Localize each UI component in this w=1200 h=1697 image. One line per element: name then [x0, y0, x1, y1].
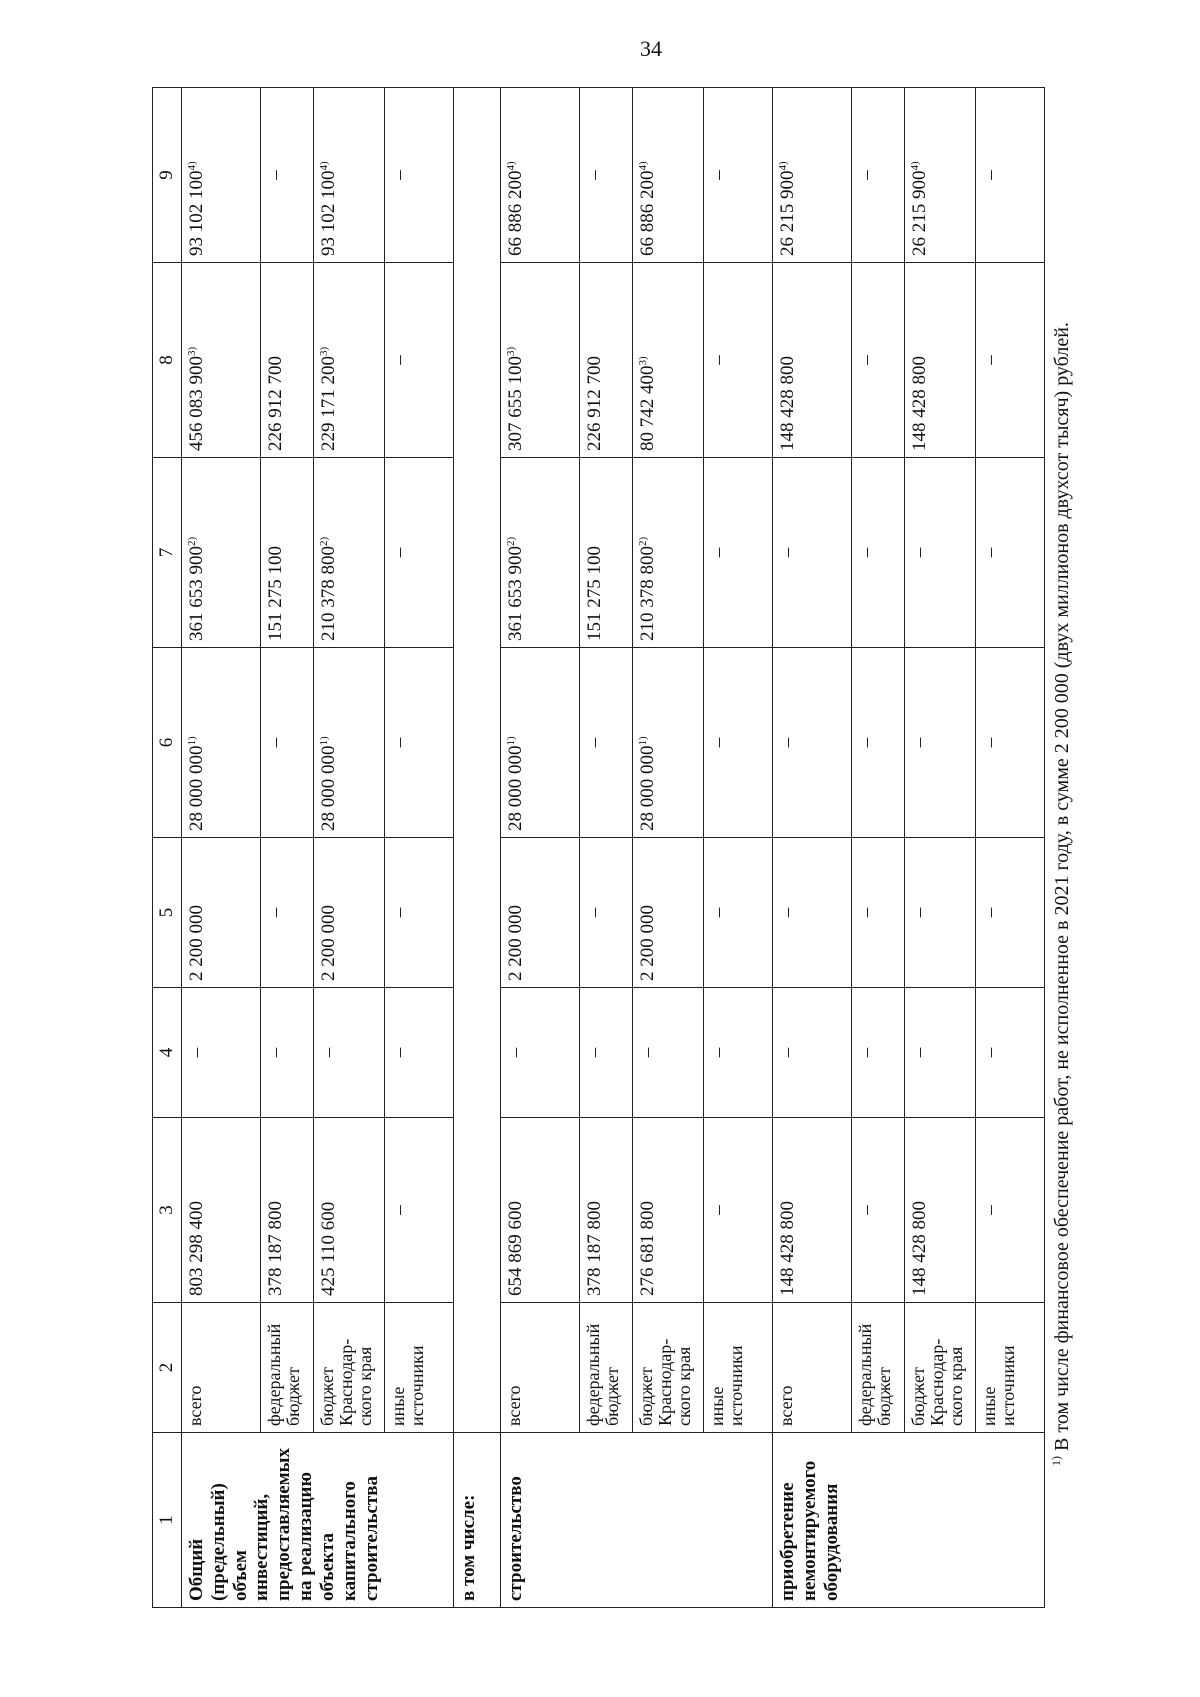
dash-cell: –: [384, 263, 453, 458]
value-text: 28 000 000: [636, 745, 658, 831]
construction-item-label: строительство: [500, 1433, 772, 1608]
dash-cell: –: [851, 263, 904, 458]
funding-source: федеральный бюджет: [579, 1303, 632, 1433]
dash-cell: –: [384, 1118, 453, 1303]
table-body: [153, 88, 1045, 1608]
funding-source: бюджет Краснодар-ского края: [904, 1303, 975, 1433]
column-header: 9: [153, 88, 182, 263]
dash-cell: –: [500, 988, 579, 1118]
footnote-ref: 3): [504, 346, 517, 356]
footnote-ref: 2): [185, 536, 198, 546]
value-text: 80 742 400: [636, 365, 658, 451]
value-text: 28 000 000: [185, 745, 207, 831]
value-text: 2 200 000: [317, 905, 339, 981]
table-row: [313, 88, 384, 1608]
funding-source: федеральный бюджет: [260, 1303, 313, 1433]
value-text: 148 428 800: [776, 356, 798, 451]
value-text: 26 215 900: [908, 170, 930, 256]
value-cell: [313, 648, 384, 838]
dash-cell: –: [772, 838, 851, 988]
footnote: [1049, 88, 1075, 1608]
footnote-ref: 4): [185, 161, 198, 171]
dash-cell: –: [384, 458, 453, 648]
footnote-ref: 2): [636, 536, 649, 546]
column-header: 4: [153, 988, 182, 1118]
funding-source: иные источники: [384, 1303, 453, 1433]
value-text: 378 187 800: [583, 1201, 605, 1296]
value-cell: [632, 458, 703, 648]
table-row: [384, 88, 453, 1608]
value-cell: [313, 88, 384, 263]
value-cell: [772, 1118, 851, 1303]
total-item-label: Общий (предельный) объем инвестиций, предоставляемых на реализацию объекта капитального строительства: [181, 1433, 453, 1608]
column-header: 1: [153, 1433, 182, 1608]
footnote-ref: 2): [317, 536, 330, 546]
value-cell: [181, 458, 260, 648]
value-text: 361 653 900: [185, 546, 207, 641]
table-row: [579, 88, 632, 1608]
dash-cell: –: [384, 88, 453, 263]
value-cell: [313, 838, 384, 988]
dash-cell: –: [975, 458, 1044, 648]
value-cell: [500, 263, 579, 458]
dash-cell: –: [703, 88, 772, 263]
value-text: 2 200 000: [185, 905, 207, 981]
dash-cell: –: [703, 1118, 772, 1303]
column-header: 5: [153, 838, 182, 988]
funding-source: всего: [500, 1303, 579, 1433]
page-number: 34: [640, 36, 662, 61]
funding-source: всего: [181, 1303, 260, 1433]
dash-cell: –: [975, 88, 1044, 263]
dash-cell: –: [851, 648, 904, 838]
value-cell: [260, 263, 313, 458]
value-text: 361 653 900: [504, 546, 526, 641]
table-row: [904, 88, 975, 1608]
value-cell: [632, 1118, 703, 1303]
value-text: 148 428 800: [776, 1201, 798, 1296]
investment-table: [152, 87, 1045, 1608]
value-cell: [181, 88, 260, 263]
footnote-ref: 1): [504, 736, 517, 746]
footnote-ref: 4): [504, 161, 517, 171]
dash-cell: –: [851, 458, 904, 648]
footnote-ref: 1): [317, 736, 330, 746]
including-label: в том числе:: [453, 1433, 500, 1608]
value-cell: [904, 88, 975, 263]
column-header: 2: [153, 1303, 182, 1433]
column-header: 3: [153, 1118, 182, 1303]
dash-cell: –: [904, 458, 975, 648]
funding-source: бюджет Краснодар-ского края: [313, 1303, 384, 1433]
value-text: 93 102 100: [185, 170, 207, 256]
value-text: 66 886 200: [504, 170, 526, 256]
value-cell: [904, 1118, 975, 1303]
value-cell: [313, 458, 384, 648]
dash-cell: –: [703, 988, 772, 1118]
value-cell: [904, 263, 975, 458]
dash-cell: –: [632, 988, 703, 1118]
dash-cell: –: [260, 648, 313, 838]
value-cell: [632, 838, 703, 988]
dash-cell: –: [975, 263, 1044, 458]
value-text: 28 000 000: [504, 745, 526, 831]
value-text: 307 655 100: [504, 356, 526, 451]
value-cell: [579, 263, 632, 458]
funding-source: иные источники: [703, 1303, 772, 1433]
value-text: 26 215 900: [776, 170, 798, 256]
dash-cell: –: [384, 988, 453, 1118]
value-text: 226 912 700: [583, 356, 605, 451]
dash-cell: –: [579, 648, 632, 838]
column-header: 8: [153, 263, 182, 458]
column-header: 7: [153, 458, 182, 648]
footnote-marker: 1): [1048, 1456, 1063, 1466]
table-row: [500, 88, 579, 1608]
value-text: 151 275 100: [583, 546, 605, 641]
funding-source: бюджет Краснодар-ского края: [632, 1303, 703, 1433]
value-text: 654 869 600: [504, 1201, 526, 1296]
dash-cell: –: [904, 648, 975, 838]
table-row: [181, 88, 260, 1608]
value-text: 456 083 900: [185, 356, 207, 451]
dash-cell: –: [579, 838, 632, 988]
value-cell: [500, 88, 579, 263]
footnote-text: В том числе финансовое обеспечение работ, не исполненное в 2021 году, в сумме 2 200 000 (двух миллионов двухсот тысяч) рублей.: [1050, 322, 1073, 1451]
dash-cell: –: [579, 88, 632, 263]
dash-cell: –: [904, 988, 975, 1118]
funding-source: иные источники: [975, 1303, 1044, 1433]
dash-cell: –: [260, 88, 313, 263]
value-cell: [500, 838, 579, 988]
dash-cell: –: [975, 838, 1044, 988]
value-text: 93 102 100: [317, 170, 339, 256]
value-cell: [181, 648, 260, 838]
footnote-ref: 4): [776, 161, 789, 171]
rotated-table-page: [152, 88, 1112, 1608]
value-text: 803 298 400: [185, 1201, 207, 1296]
column-header: 6: [153, 648, 182, 838]
footnote-ref: 4): [908, 161, 921, 171]
value-text: 2 200 000: [636, 905, 658, 981]
dash-cell: –: [703, 263, 772, 458]
value-text: 425 110 600: [317, 1201, 339, 1296]
dash-cell: –: [703, 838, 772, 988]
value-cell: [500, 648, 579, 838]
table-row: [772, 88, 851, 1608]
funding-source: всего: [772, 1303, 851, 1433]
value-cell: [579, 1118, 632, 1303]
value-text: 151 275 100: [264, 546, 286, 641]
dash-cell: –: [975, 648, 1044, 838]
value-text: 210 378 800: [636, 546, 658, 641]
dash-cell: –: [313, 988, 384, 1118]
value-cell: [632, 263, 703, 458]
value-text: 378 187 800: [264, 1201, 286, 1296]
value-text: 2 200 000: [504, 905, 526, 981]
value-text: 148 428 800: [908, 356, 930, 451]
value-cell: [632, 648, 703, 838]
value-cell: [260, 1118, 313, 1303]
empty-cell: [453, 88, 500, 1433]
dash-cell: –: [181, 988, 260, 1118]
column-number-row: [153, 88, 182, 1608]
footnote-ref: 1): [636, 736, 649, 746]
value-cell: [313, 263, 384, 458]
value-cell: [181, 1118, 260, 1303]
value-text: 148 428 800: [908, 1201, 930, 1296]
value-text: 229 171 200: [317, 356, 339, 451]
value-cell: [632, 88, 703, 263]
value-text: 226 912 700: [264, 356, 286, 451]
dash-cell: –: [772, 988, 851, 1118]
table-row: [260, 88, 313, 1608]
dash-cell: –: [851, 1118, 904, 1303]
dash-cell: –: [772, 458, 851, 648]
footnote-ref: 3): [185, 346, 198, 356]
value-text: 276 681 800: [636, 1201, 658, 1296]
dash-cell: –: [975, 988, 1044, 1118]
dash-cell: –: [384, 648, 453, 838]
funding-source: федеральный бюджет: [851, 1303, 904, 1433]
equipment-item-label: приобретение немонтируемого оборудования: [772, 1433, 1044, 1608]
footnote-ref: 2): [504, 536, 517, 546]
footnote-ref: 4): [317, 161, 330, 171]
dash-cell: –: [260, 988, 313, 1118]
dash-cell: –: [975, 1118, 1044, 1303]
value-cell: [500, 1118, 579, 1303]
value-text: 66 886 200: [636, 170, 658, 256]
table-row: [851, 88, 904, 1608]
table-row: [703, 88, 772, 1608]
dash-cell: –: [703, 648, 772, 838]
dash-cell: –: [579, 988, 632, 1118]
value-cell: [579, 458, 632, 648]
value-text: 210 378 800: [317, 546, 339, 641]
value-cell: [181, 838, 260, 988]
dash-cell: –: [851, 838, 904, 988]
table-row: [975, 88, 1044, 1608]
footnote-ref: 1): [185, 736, 198, 746]
dash-cell: –: [772, 648, 851, 838]
including-row: [453, 88, 500, 1608]
value-cell: [772, 88, 851, 263]
footnote-ref: 3): [636, 356, 649, 366]
dash-cell: –: [851, 988, 904, 1118]
value-cell: [772, 263, 851, 458]
dash-cell: –: [904, 838, 975, 988]
footnote-ref: 3): [317, 346, 330, 356]
value-cell: [313, 1118, 384, 1303]
dash-cell: –: [703, 458, 772, 648]
dash-cell: –: [384, 838, 453, 988]
value-text: 28 000 000: [317, 745, 339, 831]
value-cell: [500, 458, 579, 648]
footnote-ref: 4): [636, 161, 649, 171]
value-cell: [260, 458, 313, 648]
value-cell: [181, 263, 260, 458]
dash-cell: –: [851, 88, 904, 263]
table-row: [632, 88, 703, 1608]
dash-cell: –: [260, 838, 313, 988]
